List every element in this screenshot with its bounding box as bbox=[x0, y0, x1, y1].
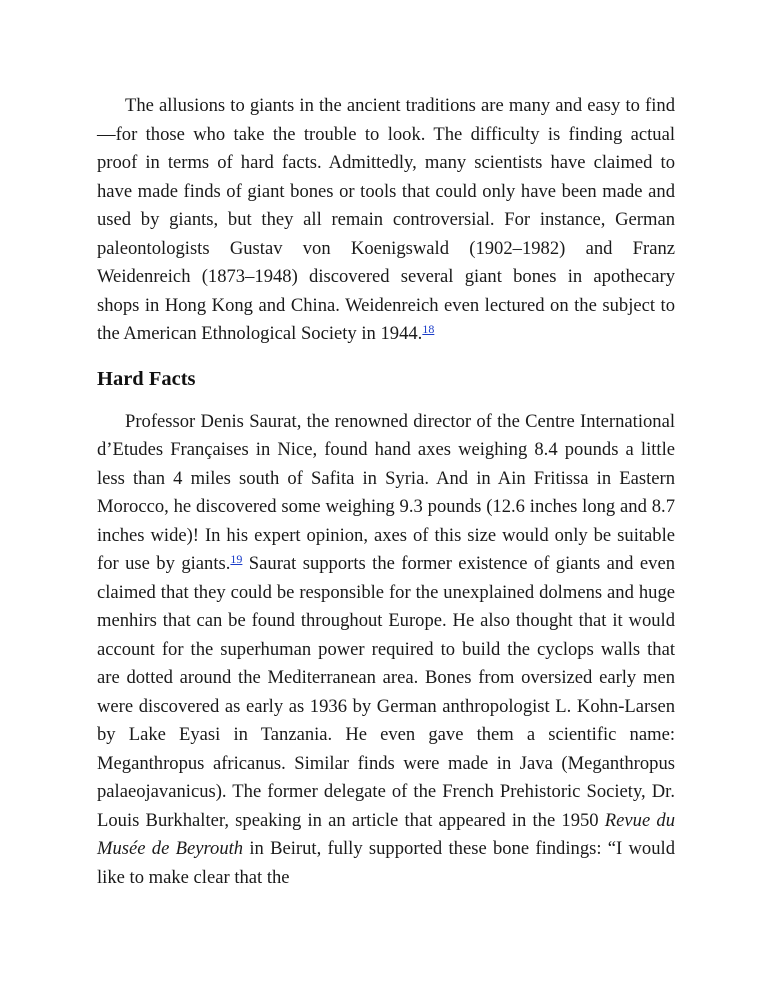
footnote-link-18[interactable]: 18 bbox=[422, 322, 435, 336]
journal-title: Revue du Musée de Beyrouth bbox=[97, 809, 675, 859]
paragraph-hard-facts-text-3: in Beirut, fully supported these bone findings: “I would like to make clear that the bbox=[97, 838, 675, 888]
footnote-ref-19 bbox=[230, 552, 242, 566]
paragraph-hard-facts bbox=[97, 408, 675, 893]
paragraph-hard-facts-text-2: Saurat supports the former existence of giants and even claimed that they could be responsible for the unexplained dolmens and huge menhirs that can be found throughout Europe. He also thought that it would account for the superhuman power required to build the cyclops walls that are dotted around the Mediterranean area. Bones from oversized early men were discovered as early as 1936 by German anthropologist L. Kohn-Larsen by Lake Eyasi in Tanzania. He even gave them a scientific name: Meganthropus africanus. Similar finds were made in Java (Meganthropus palaeojavanicus). The former delegate of the French Prehistoric Society, Dr. Louis Burkhalter, speaking in an article that appeared in the 1950 bbox=[97, 553, 675, 831]
footnote-link-19[interactable]: 19 bbox=[230, 552, 243, 566]
document-page bbox=[97, 92, 675, 892]
section-heading: Hard Facts bbox=[97, 367, 196, 390]
paragraph-hard-facts-text-1: Professor Denis Saurat, the renowned director of the Centre International d’Etudes Françaises in Nice, found hand axes weighing 8.4 pounds a little less than 4 miles south of Safita in Syria. And in Ain Fritissa in Eastern Morocco, he discovered some weighing 9.3 pounds (12.6 inches long and 8.7 inches wide)! In his expert opinion, axes of this size would only be suitable for use by giants. bbox=[97, 410, 675, 574]
paragraph-intro bbox=[97, 92, 675, 349]
footnote-ref-18 bbox=[422, 322, 434, 336]
paragraph-intro-text: The allusions to giants in the ancient traditions are many and easy to find—for those who take the trouble to look. The difficulty is finding actual proof in terms of hard facts. Admittedly, many scientists have claimed to have made finds of giant bones or tools that could only have been made and used by giants, but they all remain controversial. For instance, German paleontologists Gustav von Koenigswald (1902–1982) and Franz Weidenreich (1873–1948) discovered several giant bones in apothecary shops in Hong Kong and China. Weidenreich even lectured on the subject to the American Ethnological Society in 1944. bbox=[97, 95, 675, 344]
